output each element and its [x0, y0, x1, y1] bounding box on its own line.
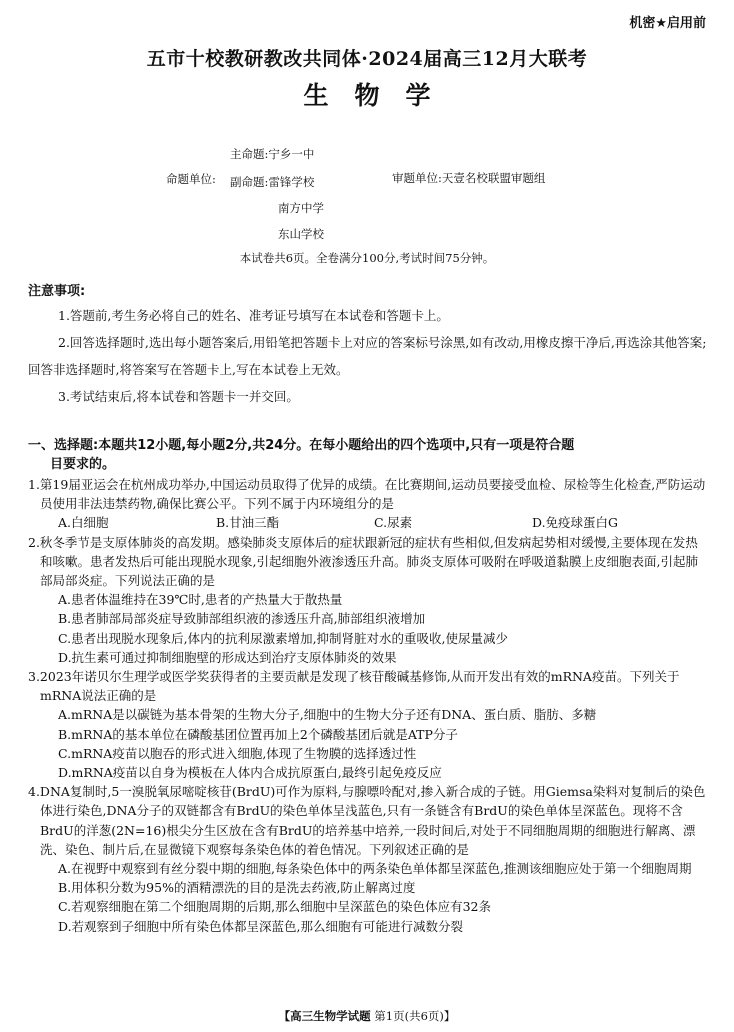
option-d: D.若观察到子细胞中所有染色体都呈深蓝色,那么细胞有可能进行减数分裂: [58, 918, 464, 934]
question-1: [28, 475, 708, 533]
question-stem: 3.2023年诺贝尔生理学或医学奖获得者的主要贡献是发现了核苷酸碱基修饰,从而开发出有效的mRNA疫苗。下列关于mRNA说法正确的是: [28, 669, 680, 704]
question-list: [28, 475, 708, 936]
page-footer: [0, 1008, 734, 1024]
section-heading: [28, 436, 708, 474]
option-d: D.mRNA疫苗以自身为模板在人体内合成抗原蛋白,最终引起免疫反应: [58, 765, 442, 781]
review-unit: 审题单位:天壹名校联盟审题组: [392, 171, 546, 185]
note-item: 3.考试结束后,将本试卷和答题卡一并交回。: [58, 389, 299, 404]
option-b: B.mRNA的基本单位在磷酸基团位置再加上2个磷酸基团后就是ATP分子: [58, 726, 458, 742]
school-dongshan: 东山学校: [278, 227, 324, 241]
notes-heading: 注意事项:: [28, 284, 86, 299]
option-b: B.用体积分数为95%的酒精漂洗的目的是洗去药液,防止解离过度: [58, 880, 416, 896]
option-a: A.白细胞: [58, 515, 109, 531]
question-stem: 2.秋冬季节是支原体肺炎的高发期。感染肺炎支原体后的症状跟新冠的症状有些相似,但发病起势相对缓慢,主要体现在发热和咳嗽。患者发热后可能出现脱水现象,引起细胞外液渗透压升高。肺炎支原体可吸附在呼吸道黏膜上皮细胞表面,引起肺部局部炎症。下列说法正确的是: [28, 534, 698, 589]
confidential-label: 机密★启用前: [629, 16, 706, 31]
school-nanfang: 南方中学: [278, 201, 324, 215]
option-c: C.患者出现脱水现象后,体内的抗利尿激素增加,抑制肾脏对水的重吸收,使尿量减少: [58, 630, 509, 646]
option-c: C.mRNA疫苗以胞吞的形式进入细胞,体现了生物膜的选择透过性: [58, 745, 417, 761]
vice-proposer: 副命题:雷锋学校: [230, 175, 315, 189]
option-d: D.免疫球蛋白G: [532, 515, 619, 531]
question-stem: 4.DNA复制时,5一溴脱氧尿嘧啶核苷(BrdU)可作为原料,与腺嘌呤配对,掺入新合成的子链。用Giemsa染料对复制后的染色体进行染色,DNA分子的双链都含有BrdU的染色单体呈浅蓝色,只有一条链含有BrdU的染色单体呈深蓝色。现将不含BrdU的洋葱(2N=16)根尖分生区放在含有BrdU的培养基中培养,一段时间后,对处于不同细胞周期的细胞进行解离、漂洗、染色、制片后,在显微镜下观察每条染色体的着色情况。下列叙述正确的是: [28, 784, 706, 857]
option-c: C.若观察细胞在第二个细胞周期的后期,那么细胞中呈深蓝色的染色体应有32条: [58, 899, 491, 915]
option-a: A.mRNA是以碳链为基本骨架的生物大分子,细胞中的生物大分子还有DNA、蛋白质、脂肪、多糖: [58, 707, 597, 723]
question-3: [28, 667, 708, 782]
option-b: B.患者肺部局部炎症导致肺部组织液的渗透压升高,肺部组织液增加: [58, 611, 426, 627]
note-item: 1.答题前,考生务必将自己的姓名、准考证号填写在本试卷和答题卡上。: [58, 308, 449, 323]
question-stem: 1.第19届亚运会在杭州成功举办,中国运动员取得了优异的成绩。在比赛期间,运动员要接受血检、尿检等生化检查,严防运动员使用非法违禁药物,确保比赛公平。下列不属于内环境组分的是: [28, 477, 706, 512]
options-row: [28, 513, 708, 532]
note-item: 2.回答选择题时,选出每小题答案后,用铅笔把答题卡上对应的答案标号涂黑,如有改动,用橡皮擦干净后,再选涂其他答案;回答非选择题时,将答案写在答题卡上,写在本试卷上无效。: [28, 335, 707, 377]
question-2: [28, 533, 708, 667]
option-b: B.甘油三酯: [216, 515, 280, 531]
section-heading-line1: 一、选择题:本题共12小题,每小题2分,共24分。在每小题给出的四个选项中,只有一项是符合题: [28, 438, 575, 453]
option-a: A.患者体温维持在39℃时,患者的产热量大于散热量: [58, 592, 343, 608]
section-heading-line2: 目要求的。: [50, 457, 116, 472]
units-label: 命题单位:: [166, 172, 216, 186]
footer-page: 第1页(共6页)】: [374, 1009, 456, 1023]
exam-title: 五市十校教研教改共同体·2024届高三12月大联考: [146, 48, 588, 70]
subject-title: 生物学: [303, 81, 457, 110]
option-a: A.在视野中观察到有丝分裂中期的细胞,每条染色体中的两条染色单体都呈深蓝色,推测该细胞应处于第一个细胞周期: [58, 861, 692, 877]
option-d: D.抗生素可通过抑制细胞壁的形成达到治疗支原体肺炎的效果: [58, 649, 397, 665]
notes-list: [28, 302, 708, 410]
footer-title: 【高三生物学试题: [278, 1009, 371, 1023]
exam-info: 本试卷共6页。全卷满分100分,考试时间75分钟。: [239, 251, 495, 265]
main-proposer: 主命题:宁乡一中: [230, 147, 315, 161]
question-4: [28, 782, 708, 936]
option-c: C.尿素: [374, 515, 413, 531]
